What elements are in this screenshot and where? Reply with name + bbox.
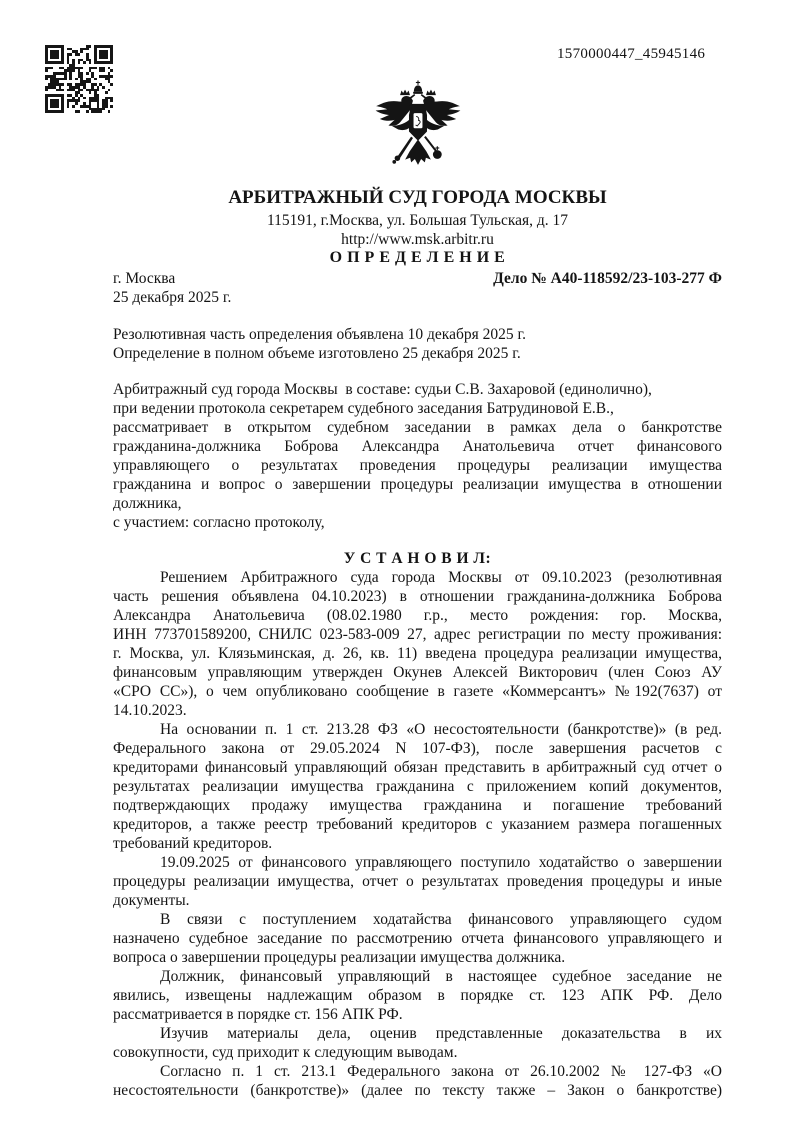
body-text-line: ИНН 773701589200, СНИЛС 023-583-009 27, адрес регистрации по месту проживания: <box>113 626 722 643</box>
body-text-line: рассматривается в порядке ст. 156 АПК РФ. <box>113 1006 403 1023</box>
body-text-line: Резолютивная часть определения объявлена 10 декабря 2025 г. <box>113 326 526 343</box>
place-of-issue: г. Москва <box>113 270 176 287</box>
body-text-line: На основании п. 1 ст. 213.28 ФЗ «О несостоятельности (банкротстве)» (в ред. <box>160 721 722 738</box>
blank-line <box>113 363 722 380</box>
section-heading: У С Т А Н О В И Л: <box>343 550 492 567</box>
body-text-line: Определение в полном объеме изготовлено 25 декабря 2025 г. <box>113 345 521 362</box>
document-type-title: О П Р Е Д Е Л Е Н И Е <box>329 249 506 266</box>
body-text-line: гражданина и вопрос о завершении процедуры реализации имущества в отношении <box>113 476 722 493</box>
body-text-line: кредиторов, а также реестр требований кредиторов с указанием размера погашенных <box>113 816 722 833</box>
body-text-line: Согласно п. 1 ст. 213.1 Федерального закона от 26.10.2002 № 127-ФЗ «О <box>160 1063 722 1080</box>
body-text-line: Федерального закона от 29.05.2024 N 107-ФЗ), после завершения расчетов с <box>113 740 722 757</box>
body-text-line: Решением Арбитражного суда города Москвы от 09.10.2023 (резолютивная <box>160 569 722 586</box>
body-text-line: управляющего о результатах проведения процедуры реализации имущества <box>113 457 722 474</box>
document-date: 25 декабря 2025 г. <box>113 289 232 306</box>
body-text-line: с участием: согласно протоколу, <box>113 514 325 531</box>
body-text-line: кредиторами финансовый управляющий обязан представить в арбитражный суд отчет о <box>113 759 722 776</box>
body-text-line: Должник, финансовый управляющий в настоящее судебное заседание не <box>160 968 722 985</box>
russian-coat-of-arms-icon <box>372 78 464 174</box>
document-number: 1570000447_45945146 <box>557 46 706 62</box>
body-text-line: 14.10.2023. <box>113 702 187 719</box>
body-text-line: Арбитражный суд города Москвы в составе: судьи С.В. Захаровой (единолично), <box>113 381 652 398</box>
document-body <box>113 325 722 1100</box>
body-text-line: рассматривает в открытом судебном заседании в рамках дела о банкротстве <box>113 419 722 436</box>
body-text-line: при ведении протокола секретарем судебного заседания Батрудиновой Е.В., <box>113 400 614 417</box>
body-text-line: документы. <box>113 892 190 909</box>
body-text-line: г. Москва, ул. Клязьминская, д. 26, кв. 11) введена процедура реализации имущества, <box>113 645 722 662</box>
body-text-line: часть решения объявлена 04.10.2023) в отношении гражданина-должника Боброва <box>113 588 722 605</box>
body-text-line: вопроса о завершении процедуры реализации имущества должника. <box>113 949 566 966</box>
court-website: http://www.msk.arbitr.ru <box>341 231 494 248</box>
document-sheet <box>113 0 722 1100</box>
body-text-line: совокупности, суд приходит к следующим выводам. <box>113 1044 458 1061</box>
body-text-line: требований кредиторов. <box>113 835 273 852</box>
case-number: Дело № А40-118592/23-103-277 Ф <box>493 270 722 287</box>
court-address: 115191, г.Москва, ул. Большая Тульская, д. 17 <box>266 212 569 229</box>
body-text-line: В связи с поступлением ходатайства финансового управляющего судом <box>160 911 722 928</box>
body-text-line: гражданина-должника Боброва Александра Анатольевича отчет финансового <box>113 438 722 455</box>
qr-code <box>45 45 113 113</box>
body-text-line: результатах реализации имущества гражданина с приложением копий документов, <box>113 778 722 795</box>
body-text-line: 19.09.2025 от финансового управляющего поступило ходатайство о завершении <box>160 854 722 871</box>
body-text-line: подтверждающих продажу имущества гражданина и погашение требований <box>113 797 722 814</box>
body-text-line: Александра Анатольевича (08.02.1980 г.р., место рождения: гор. Москва, <box>113 607 722 624</box>
body-text-line: процедуры реализации имущества, отчет о результатах проведения процедуры и иные <box>113 873 722 890</box>
body-text-line: «СРО СС»), о чем опубликовано сообщение в газете «Коммерсантъ» №192(7637) от <box>113 683 722 700</box>
body-text-line: несостоятельности (банкротстве)» (далее по тексту также – Закон о банкротстве) <box>113 1082 722 1099</box>
body-text-line: Изучив материалы дела, оценив представленные доказательства в их <box>160 1025 722 1042</box>
body-text-line: должника, <box>113 495 182 512</box>
court-name: АРБИТРАЖНЫЙ СУД ГОРОДА МОСКВЫ <box>228 187 607 208</box>
place-and-case-row <box>113 269 722 288</box>
blank-line <box>113 532 722 549</box>
body-text-line: финансовым управляющим утвержден Окунев Алексей Викторович (член Союз АУ <box>113 664 722 681</box>
body-text-line: назначено судебное заседание по рассмотрению отчета финансового управляющего и <box>113 930 722 947</box>
body-text-line: явились, извещены надлежащим образом в порядке ст. 123 АПК РФ. Дело <box>113 987 722 1004</box>
